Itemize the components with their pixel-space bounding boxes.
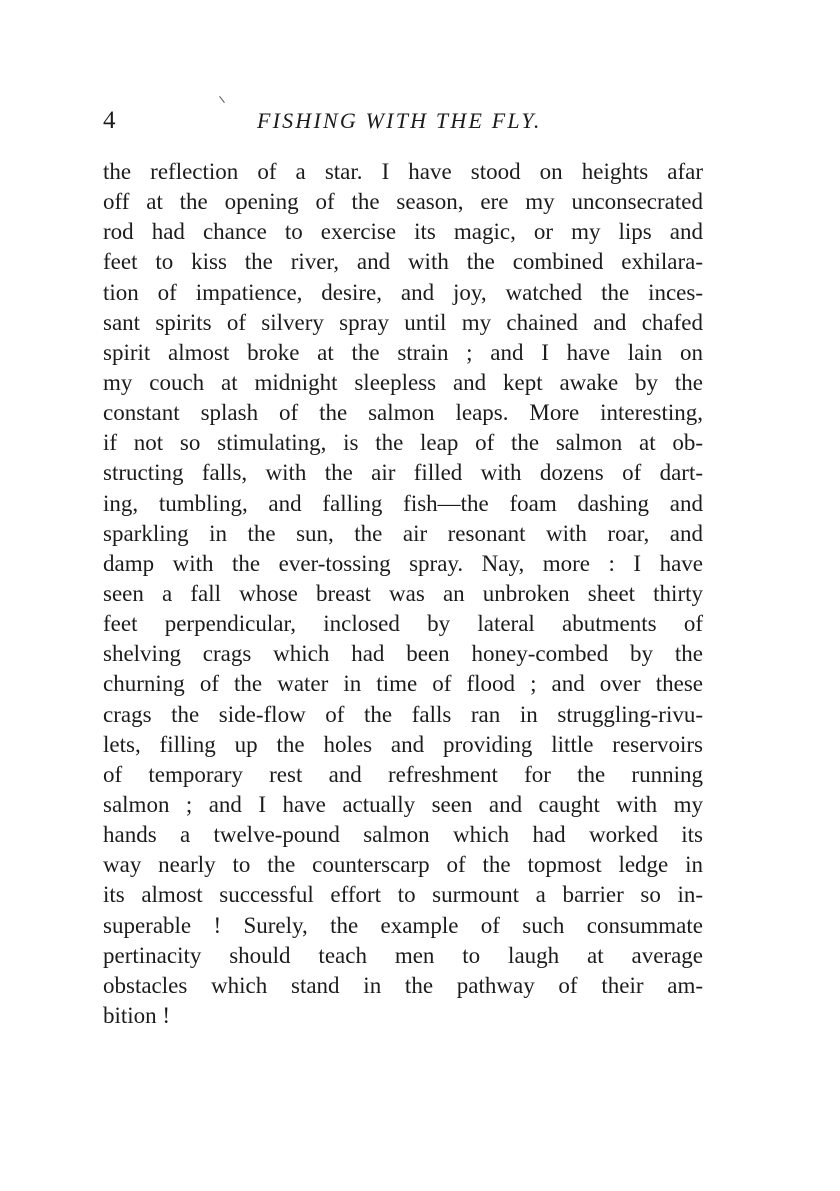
text-line: ing, tumbling, and falling fish—the foam dashing and bbox=[103, 490, 703, 516]
text-line: pertinacity should teach men to laugh at average bbox=[103, 942, 703, 968]
text-line: its almost successful effort to surmount a barrier so in- bbox=[103, 882, 703, 908]
text-line: the reflection of a star. I have stood on heights afar bbox=[103, 159, 703, 184]
text-line: bition ! bbox=[103, 1002, 171, 1028]
text-line: rod had chance to exercise its magic, or my lips and bbox=[103, 219, 703, 245]
text-line: constant splash of the salmon leaps. More interesting, bbox=[103, 400, 703, 426]
text-line: superable ! Surely, the example of such consummate bbox=[103, 912, 703, 938]
text-line: sparkling in the sun, the air resonant with roar, and bbox=[103, 520, 703, 546]
text-line: obstacles which stand in the pathway of their am- bbox=[103, 972, 703, 998]
text-line: off at the opening of the season, ere my unconsecrated bbox=[103, 189, 703, 215]
text-line: feet perpendicular, inclosed by lateral abutments of bbox=[103, 611, 703, 637]
page-number: 4 bbox=[103, 107, 116, 134]
text-line: spirit almost broke at the strain ; and I have lain on bbox=[103, 339, 703, 365]
text-line: sant spirits of silvery spray until my chained and chafed bbox=[103, 309, 703, 335]
body-paragraph bbox=[103, 157, 703, 1031]
text-line: shelving crags which had been honey-combed by the bbox=[103, 641, 703, 667]
text-line: salmon ; and I have actually seen and caught with my bbox=[103, 791, 703, 817]
text-line: seen a fall whose breast was an unbroken sheet thirty bbox=[103, 580, 703, 606]
text-line: of temporary rest and refreshment for the running bbox=[103, 761, 703, 787]
text-line: lets, filling up the holes and providing little reservoirs bbox=[103, 731, 703, 757]
text-line: hands a twelve-pound salmon which had worked its bbox=[103, 822, 703, 848]
text-line: if not so stimulating, is the leap of the salmon at ob- bbox=[103, 430, 703, 456]
text-line: crags the side-flow of the falls ran in struggling-rivu- bbox=[103, 701, 703, 727]
running-title: FISHING WITH THE FLY. bbox=[257, 108, 542, 133]
text-line: damp with the ever-tossing spray. Nay, more : I have bbox=[103, 550, 703, 576]
stray-ink-mark bbox=[219, 96, 225, 103]
text-line: way nearly to the counterscarp of the topmost ledge in bbox=[103, 852, 703, 878]
text-line: tion of impatience, desire, and joy, watched the inces- bbox=[103, 279, 703, 305]
text-line: churning of the water in time of flood ; and over these bbox=[103, 671, 703, 697]
text-line: my couch at midnight sleepless and kept awake by the bbox=[103, 369, 703, 395]
running-head bbox=[103, 104, 703, 138]
text-line: structing falls, with the air filled with dozens of dart- bbox=[103, 460, 703, 486]
text-line: feet to kiss the river, and with the combined exhilara- bbox=[103, 249, 703, 275]
